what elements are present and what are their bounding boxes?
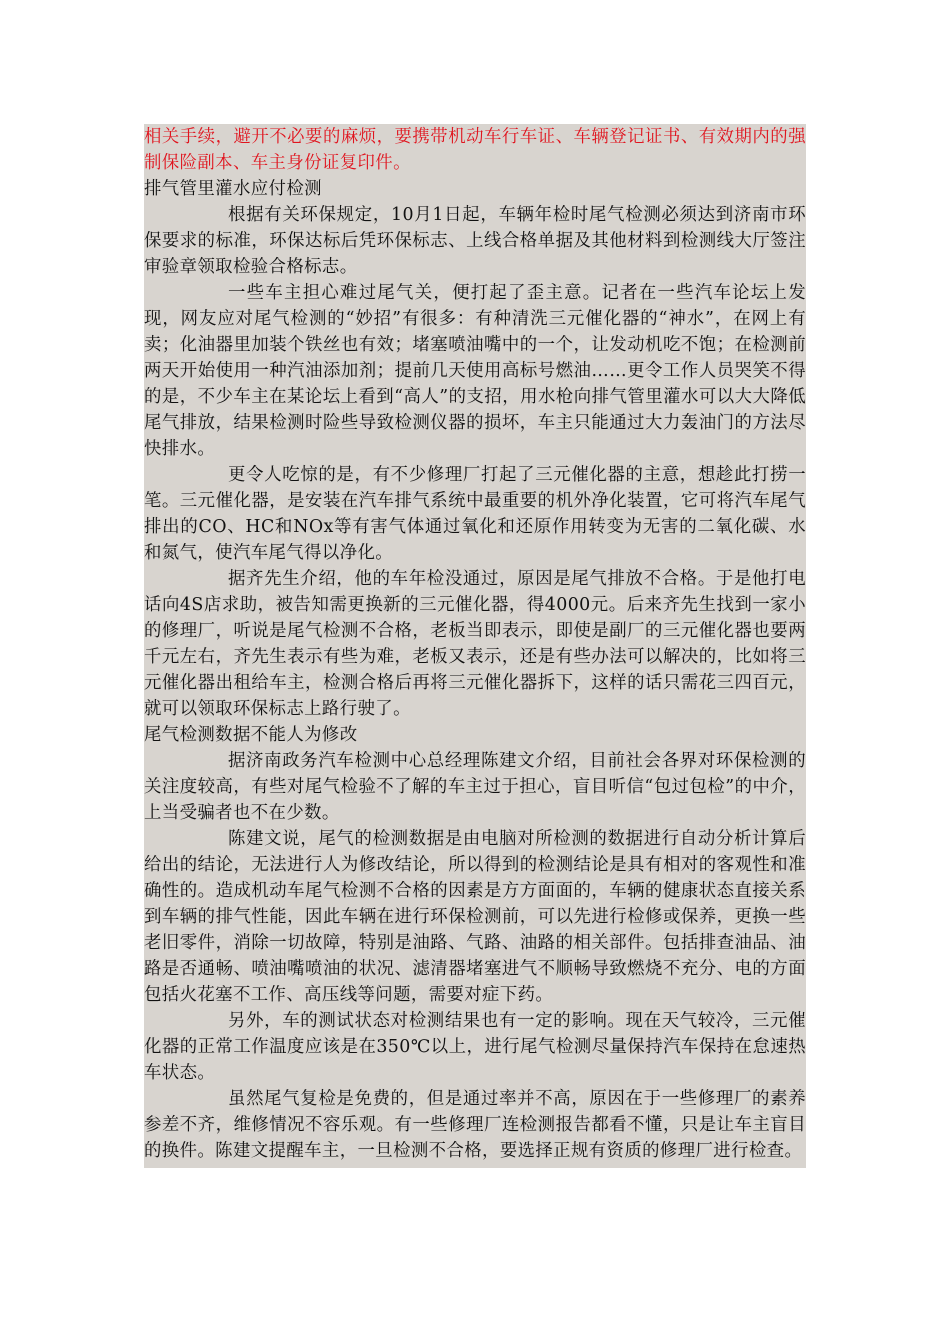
article-text-block [144,124,806,1168]
body-paragraph: 虽然尾气复检是免费的，但是通过率并不高，原因在于一些修理厂的素养参差不齐，维修情况不容乐观。有一些修理厂连检测报告都看不懂，只是让车主盲目的换件。陈建文提醒车主，一旦检测不合格，要选择正规有资质的修理厂进行检查。 [144,1089,806,1161]
body-paragraph: 一些车主担心难过尾气关，便打起了歪主意。记者在一些汽车论坛上发现，网友应对尾气检测的“妙招”有很多：有种清洗三元催化器的“神水”，在网上有卖；化油器里加装个铁丝也有效；堵塞喷油嘴中的一个，让发动机吃不饱；在检测前两天开始使用一种汽油添加剂；提前几天使用高标号燃油……更令工作人员哭笑不得的是，不少车主在某论坛上看到“高人”的支招，用水枪向排气管里灌水可以大大降低尾气排放，结果检测时险些导致检测仪器的损坏，车主只能通过大力轰油门的方法尽快排水。 [144,283,806,459]
body-paragraph: 更令人吃惊的是，有不少修理厂打起了三元催化器的主意，想趁此打捞一笔。三元催化器，是安装在汽车排气系统中最重要的机外净化装置，它可将汽车尾气排出的CO、HC和NOx等有害气体通过氧化和还原作用转变为无害的二氧化碳、水和氮气，使汽车尾气得以净化。 [144,465,806,563]
body-paragraph: 陈建文说，尾气的检测数据是由电脑对所检测的数据进行自动分析计算后给出的结论，无法进行人为修改结论，所以得到的检测结论是具有相对的客观性和准确性的。造成机动车尾气检测不合格的因素是方方面面的，车辆的健康状态直接关系到车辆的排气性能，因此车辆在进行环保检测前，可以先进行检修或保养，更换一些老旧零件，消除一切故障，特别是油路、气路、油路的相关部件。包括排查油品、油路是否通畅、喷油嘴喷油的状况、滤清器堵塞进气不顺畅导致燃烧不充分、电的方面包括火花塞不工作、高压线等问题，需要对症下药。 [144,829,806,1005]
body-paragraph: 据齐先生介绍，他的车年检没通过，原因是尾气排放不合格。于是他打电话向4S店求助，被告知需更换新的三元催化器，得4000元。后来齐先生找到一家小的修理厂，听说是尾气检测不合格，老板当即表示，即使是副厂的三元催化器也要两千元左右，齐先生表示有些为难，老板又表示，还是有些办法可以解决的，比如将三元催化器出租给车主，检测合格后再将三元催化器拆下，这样的话只需花三四百元，就可以领取环保标志上路行驶了。 [144,569,806,719]
red-paragraph: 相关手续，避开不必要的麻烦，要携带机动车行车证、车辆登记证书、有效期内的强制保险副本、车主身份证复印件。 [144,127,806,173]
section-heading: 排气管里灌水应付检测 [144,179,322,199]
body-paragraph: 另外，车的测试状态对检测结果也有一定的影响。现在天气较冷，三元催化器的正常工作温度应该是在350℃以上，进行尾气检测尽量保持汽车保持在怠速热车状态。 [144,1011,806,1083]
section-heading: 尾气检测数据不能人为修改 [144,725,358,745]
body-paragraph: 根据有关环保规定，10月1日起，车辆年检时尾气检测必须达到济南市环保要求的标准，环保达标后凭环保标志、上线合格单据及其他材料到检测线大厅签注审验章领取检验合格标志。 [144,205,806,277]
body-paragraph: 据济南政务汽车检测中心总经理陈建文介绍，目前社会各界对环保检测的关注度较高，有些对尾气检验不了解的车主过于担心，盲目听信“包过包检”的中介，上当受骗者也不在少数。 [144,751,806,823]
